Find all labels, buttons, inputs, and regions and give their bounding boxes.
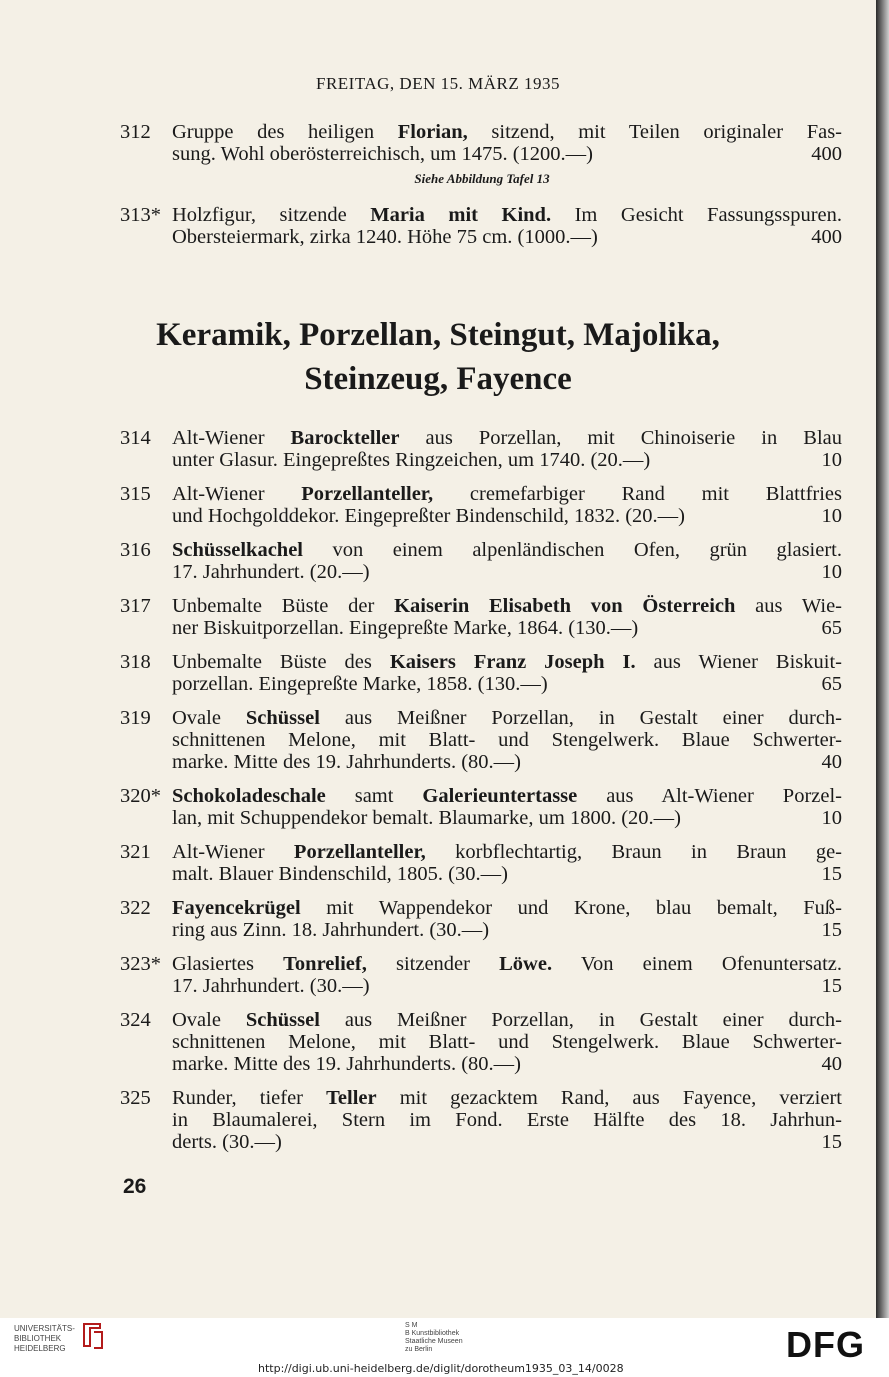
bold-term: Teller xyxy=(326,1087,377,1109)
lot-description xyxy=(172,121,842,190)
bold-term: Fayencekrügel xyxy=(172,897,301,919)
line-text xyxy=(172,751,521,773)
description-line xyxy=(172,483,842,505)
description-line xyxy=(172,121,842,143)
lot-price: 10 xyxy=(821,449,842,471)
catalog-entry xyxy=(120,1009,842,1075)
lot-description xyxy=(172,483,842,527)
text-run: aus Alt-Wiener Porzel- xyxy=(577,785,843,807)
description-line xyxy=(172,505,842,527)
line-text xyxy=(172,1109,842,1131)
line-text xyxy=(172,1131,282,1153)
catalog-entry xyxy=(120,539,842,583)
lot-number: 322 xyxy=(120,897,151,919)
text-run: Ovale xyxy=(172,707,246,729)
description-line xyxy=(172,751,842,773)
line-text xyxy=(172,673,548,695)
text-run: Unbemalte Büste des xyxy=(172,651,390,673)
line-text xyxy=(172,863,508,885)
line-text xyxy=(172,204,842,226)
text-run: schnittenen Melone, mit Blatt- und Stengelwerk. Blaue Schwerter- xyxy=(172,1031,842,1053)
lot-number: 315 xyxy=(120,483,151,505)
line-text xyxy=(172,841,842,863)
text-run: aus Meißner Porzellan, in Gestalt einer durch- xyxy=(319,707,842,729)
lot-description xyxy=(172,897,842,941)
line-text xyxy=(172,953,842,975)
description-line xyxy=(172,673,842,695)
page-edge xyxy=(876,0,889,1318)
lot-description xyxy=(172,785,842,829)
lot-number: 323* xyxy=(120,953,161,975)
text-run: korbflechtartig, Braun in Braun ge- xyxy=(425,841,842,863)
lot-number: 324 xyxy=(120,1009,151,1031)
bold-term: Kaiserin Elisabeth von Österreich xyxy=(394,595,736,617)
lot-number: 314 xyxy=(120,427,151,449)
lot-number: 316 xyxy=(120,539,151,561)
description-line xyxy=(172,651,842,673)
line-text xyxy=(172,449,650,471)
description-line xyxy=(172,897,842,919)
line-text xyxy=(172,919,489,941)
catalog-entry xyxy=(120,1087,842,1153)
catalog-entry xyxy=(120,204,842,248)
lot-price: 15 xyxy=(821,919,842,941)
lot-number: 319 xyxy=(120,707,151,729)
text-run: sung. Wohl oberösterreichisch, um 1475. (1200.—) xyxy=(172,143,594,165)
line-text xyxy=(172,975,370,997)
text-run: mit gezacktem Rand, aus Fayence, verziert xyxy=(376,1087,842,1109)
lot-description xyxy=(172,651,842,695)
page-number: 26 xyxy=(123,1175,147,1198)
catalog-entry xyxy=(120,651,842,695)
bold-term: Galerieuntertasse xyxy=(422,785,578,807)
line-text xyxy=(172,226,598,248)
text-run: 17. Jahrhundert. (30.—) xyxy=(172,975,370,997)
line-text xyxy=(172,651,842,673)
text-run: 17. Jahrhundert. (20.—) xyxy=(172,561,370,583)
description-line xyxy=(172,539,842,561)
text-run: Alt-Wiener xyxy=(172,427,291,449)
line-text xyxy=(172,561,370,583)
illustration-note: Siehe Abbildung Tafel 13 xyxy=(414,171,550,186)
lot-description xyxy=(172,204,842,248)
description-line xyxy=(172,1053,842,1075)
description-line xyxy=(172,595,842,617)
bold-term: Schüssel xyxy=(245,1009,320,1031)
line-text xyxy=(172,539,842,561)
bold-term: Schüssel xyxy=(245,707,320,729)
text-run: mit Wappendekor und Krone, blau bemalt, Fuß- xyxy=(300,897,842,919)
text-run: sitzender xyxy=(366,953,500,975)
catalog-entry xyxy=(120,953,842,997)
bold-term: Maria mit Kind. xyxy=(370,204,552,226)
description-line xyxy=(172,841,842,863)
section-title xyxy=(0,313,876,401)
catalog-entry xyxy=(120,707,842,773)
bold-term: Florian, xyxy=(397,121,468,143)
description-line xyxy=(172,975,842,997)
description-line xyxy=(172,807,842,829)
catalog-entry xyxy=(120,427,842,471)
lot-number: 318 xyxy=(120,651,151,673)
line-text xyxy=(172,121,842,143)
lot-description xyxy=(172,841,842,885)
line-text xyxy=(172,595,842,617)
lot-price: 65 xyxy=(821,673,842,695)
description-line xyxy=(172,1109,842,1131)
description-line xyxy=(172,143,842,165)
text-run: porzellan. Eingepreßte Marke, 1858. (130.—) xyxy=(172,673,548,695)
line-text xyxy=(172,897,842,919)
lot-number: 321 xyxy=(120,841,151,863)
description-line xyxy=(172,561,842,583)
text-run: samt xyxy=(325,785,423,807)
description-line xyxy=(172,729,842,751)
description-line xyxy=(172,427,842,449)
description-line xyxy=(172,953,842,975)
text-run: Alt-Wiener xyxy=(172,841,294,863)
section-title-line-1: Keramik, Porzellan, Steingut, Majolika, xyxy=(156,317,720,353)
text-run: Ovale xyxy=(172,1009,246,1031)
text-run: schnittenen Melone, mit Blatt- und Stengelwerk. Blaue Schwerter- xyxy=(172,729,842,751)
lot-price: 65 xyxy=(821,617,842,639)
line-text xyxy=(172,1087,842,1109)
text-run: marke. Mitte des 19. Jahrhunderts. (80.—) xyxy=(172,751,521,773)
description-line xyxy=(172,226,842,248)
lot-description xyxy=(172,595,842,639)
text-run: Im Gesicht Fassungsspuren. xyxy=(551,204,843,226)
running-header: FREITAG, DEN 15. MÄRZ 1935 xyxy=(316,74,560,93)
lot-price: 10 xyxy=(821,561,842,583)
catalog-entry xyxy=(120,897,842,941)
text-run: in Blaumalerei, Stern im Fond. Erste Hälfte des 18. Jahrhun- xyxy=(172,1109,842,1131)
lot-description xyxy=(172,953,842,997)
text-run: Holzfigur, sitzende xyxy=(172,204,371,226)
text-run: unter Glasur. Eingepreßtes Ringzeichen, um 1740. (20.—) xyxy=(172,449,651,471)
text-run: aus Porzellan, mit Chinoiserie in Blau xyxy=(399,427,842,449)
text-run: Von einem Ofenuntersatz. xyxy=(552,953,842,975)
line-text xyxy=(172,427,842,449)
catalog-entry xyxy=(120,483,842,527)
lot-number: 320* xyxy=(120,785,161,807)
lot-price: 10 xyxy=(821,505,842,527)
lot-price: 40 xyxy=(821,751,842,773)
description-line xyxy=(172,707,842,729)
catalog-entry xyxy=(120,841,842,885)
entries-top xyxy=(120,121,842,262)
catalog-entry xyxy=(120,595,842,639)
lot-description xyxy=(172,539,842,583)
line-text xyxy=(172,707,842,729)
description-line xyxy=(172,1031,842,1053)
line-text xyxy=(172,729,842,751)
lot-price: 400 xyxy=(811,226,842,248)
description-line xyxy=(172,449,842,471)
museum-library-label: S M B Kunstbibliothek Staatliche Museen zu Berlin xyxy=(405,1322,463,1353)
lot-description xyxy=(172,1087,842,1153)
bold-term: Schüsselkachel xyxy=(172,539,303,561)
line-text xyxy=(172,505,685,527)
bold-term: Porzellanteller, xyxy=(293,841,426,863)
text-run: derts. (30.—) xyxy=(172,1131,282,1153)
text-run: von einem alpenländischen Ofen, grün glasiert. xyxy=(303,539,842,561)
line-text xyxy=(172,785,842,807)
bold-term: Porzellanteller, xyxy=(301,483,434,505)
section-title-line-2: Steinzeug, Fayence xyxy=(304,361,572,397)
line-text xyxy=(172,807,681,829)
description-line xyxy=(172,1087,842,1109)
lot-number: 312 xyxy=(120,121,151,143)
lot-number: 325 xyxy=(120,1087,151,1109)
lot-price: 15 xyxy=(821,863,842,885)
text-run: und Hochgolddekor. Eingepreßter Bindenschild, 1832. (20.—) xyxy=(172,505,685,527)
text-run: Gruppe des heiligen xyxy=(172,121,398,143)
line-text xyxy=(172,1053,521,1075)
text-run: marke. Mitte des 19. Jahrhunderts. (80.—) xyxy=(172,1053,521,1075)
text-run: Alt-Wiener xyxy=(172,483,302,505)
university-library-label: UNIVERSITÄTS- BIBLIOTHEK HEIDELBERG xyxy=(14,1324,75,1353)
bold-term: Tonrelief, xyxy=(283,953,367,975)
text-run: cremefarbiger Rand mit Blattfries xyxy=(433,483,842,505)
description-line xyxy=(172,617,842,639)
text-run: Glasiertes xyxy=(172,953,284,975)
line-text xyxy=(172,1009,842,1031)
lot-number: 317 xyxy=(120,595,151,617)
catalog-entry xyxy=(120,785,842,829)
catalog-entry xyxy=(120,121,842,190)
bold-term: Kaisers Franz Joseph I. xyxy=(389,651,636,673)
lot-description xyxy=(172,427,842,471)
text-run: Runder, tiefer xyxy=(172,1087,327,1109)
text-run: sitzend, mit Teilen originaler Fas- xyxy=(467,121,842,143)
lot-price: 15 xyxy=(821,1131,842,1153)
lot-price: 10 xyxy=(821,807,842,829)
description-line xyxy=(172,863,842,885)
bold-term: Schokoladeschale xyxy=(172,785,326,807)
dfg-logo: DFG xyxy=(786,1324,865,1365)
lot-number: 313* xyxy=(120,204,161,226)
description-line xyxy=(172,785,842,807)
text-run: Obersteiermark, zirka 1240. Höhe 75 cm. (1000.—) xyxy=(172,226,598,248)
text-run: aus Wiener Biskuit- xyxy=(635,651,842,673)
text-run: ner Biskuitporzellan. Eingepreßte Marke, 1864. (130.—) xyxy=(172,617,639,639)
text-run: lan, mit Schuppendekor bemalt. Blaumarke, um 1800. (20.—) xyxy=(172,807,681,829)
line-text xyxy=(172,617,638,639)
description-line xyxy=(172,919,842,941)
lot-price: 400 xyxy=(811,143,842,165)
source-url[interactable]: http://digi.ub.uni-heidelberg.de/diglit/dorotheum1935_03_14/0028 xyxy=(258,1362,624,1375)
footer-bar xyxy=(0,1318,889,1377)
text-run: Unbemalte Büste der xyxy=(172,595,395,617)
lot-description xyxy=(172,707,842,773)
bold-term: Barockteller xyxy=(290,427,400,449)
entries-main xyxy=(120,427,842,1165)
line-text xyxy=(172,143,593,165)
description-line xyxy=(172,1009,842,1031)
description-line xyxy=(172,204,842,226)
text-run: aus Meißner Porzellan, in Gestalt einer durch- xyxy=(319,1009,842,1031)
text-run: ring aus Zinn. 18. Jahrhundert. (30.—) xyxy=(172,919,490,941)
line-text xyxy=(172,483,842,505)
line-text xyxy=(172,1031,842,1053)
university-logo-icon xyxy=(80,1320,106,1350)
lot-price: 40 xyxy=(821,1053,842,1075)
bold-term: Löwe. xyxy=(499,953,553,975)
lot-price: 15 xyxy=(821,975,842,997)
description-line xyxy=(172,1131,842,1153)
lot-description xyxy=(172,1009,842,1075)
text-run: aus Wie- xyxy=(735,595,842,617)
text-run: malt. Blauer Bindenschild, 1805. (30.—) xyxy=(172,863,508,885)
